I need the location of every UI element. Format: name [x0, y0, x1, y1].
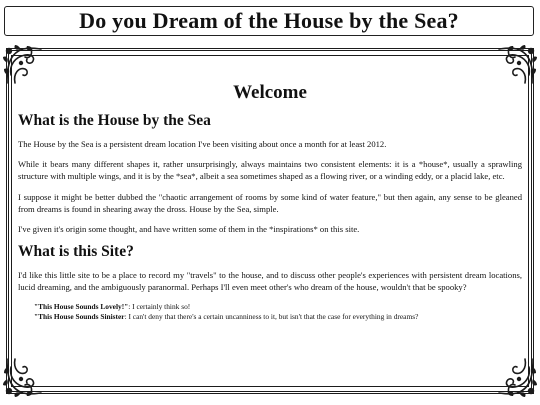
quote-text: : I certainly think so! — [128, 301, 191, 311]
section-heading: What is the House by the Sea — [18, 112, 211, 129]
paragraph: I'd like this little site to be a place to record my "travels" to the house, and to discuss other people's experiences with persistent dream locations, lucid dreaming, and the ambiguously paranormal. Perhaps I'll even meet other's who dream of the house, wouldn't that be spooky? — [18, 270, 522, 293]
paragraph: I've given it's origin some thought, and have written some of them in the *inspirations* on this site. — [18, 224, 360, 235]
section-heading: What is this Site? — [18, 243, 134, 261]
quote-item — [34, 302, 522, 312]
quote-label: "This House Sounds Lovely!" — [34, 301, 129, 311]
flourish-corner-icon — [495, 355, 539, 399]
quote-text: : I can't deny that there's a certain uncanniness to it, but isn't that the case for everything in dreams? — [124, 311, 419, 321]
title-banner — [4, 6, 534, 36]
paragraph: While it bears many different shapes it, rather unsurprisingly, always maintains two consistent elements: it is a *house*, usually a sprawling structure with multiple wings, and it is by the *sea*, albeit a sea sometimes shaped as a flowing river, or a winding eddy, or a placid lake, etc. — [18, 159, 522, 182]
paragraph: I suppose it might be better dubbed the "chaotic arrangement of rooms by some kind of water feature," but then again, any sense to be gleaned from dreams is found in shearing away the dross. House by the Sea, simple. — [18, 191, 522, 214]
flourish-corner-icon — [1, 43, 45, 87]
flourish-corner-icon — [495, 43, 539, 87]
quote-label: "This House Sounds Sinister — [34, 311, 125, 321]
quote-list — [34, 302, 522, 322]
main-content — [18, 82, 522, 322]
welcome-heading: Welcome — [233, 82, 307, 103]
site-title: Do you Dream of the House by the Sea? — [79, 8, 459, 33]
flourish-corner-icon — [1, 355, 45, 399]
quote-item — [34, 312, 522, 322]
paragraph: The House by the Sea is a persistent dream location I've been visiting about once a month for at least 2012. — [18, 139, 387, 149]
